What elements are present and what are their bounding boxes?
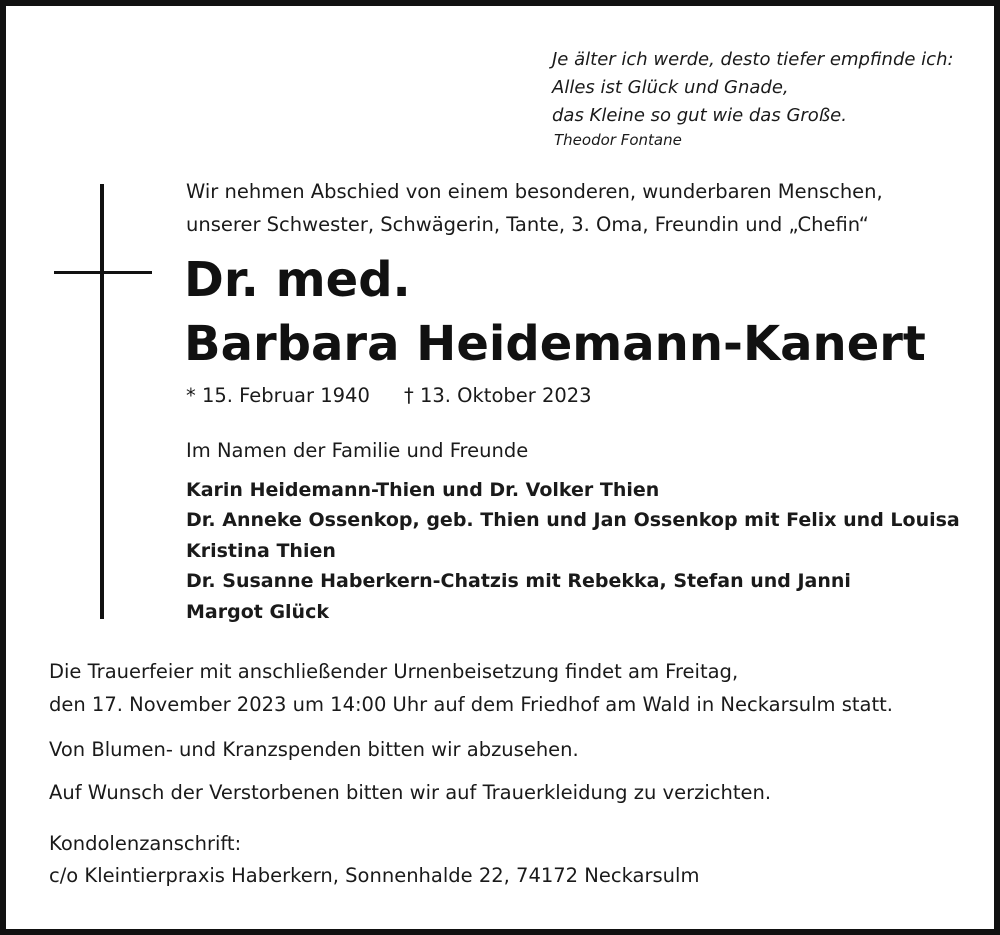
clothing-note: Auf Wunsch der Verstorbenen bitten wir auf Trauerkleidung zu verzichten.	[49, 781, 772, 804]
intro-line-2: unserer Schwester, Schwägerin, Tante, 3. Oma, Freundin und „Chefin“	[186, 213, 869, 236]
ceremony-line-2: den 17. November 2023 um 14:00 Uhr auf dem Friedhof am Wald in Neckarsulm statt.	[49, 693, 893, 716]
quote-author: Theodor Fontane	[554, 131, 682, 149]
mourner-name: Dr. Susanne Haberkern-Chatzis mit Rebekka, Stefan und Janni	[186, 570, 851, 592]
deceased-name: Barbara Heidemann-Kanert	[184, 316, 926, 372]
mourner-name: Karin Heidemann-Thien und Dr. Volker Thien	[186, 479, 660, 501]
condolence-address: c/o Kleintierpraxis Haberkern, Sonnenhalde 22, 74172 Neckarsulm	[49, 864, 700, 887]
birth-date: * 15. Februar 1940	[186, 384, 370, 407]
intro-line-1: Wir nehmen Abschied von einem besonderen, wunderbaren Menschen,	[186, 180, 883, 203]
cross-icon-bar	[54, 271, 152, 274]
mourners-heading: Im Namen der Familie und Freunde	[186, 439, 529, 462]
cross-icon	[100, 184, 104, 619]
mourner-name: Dr. Anneke Ossenkop, geb. Thien und Jan Ossenkop mit Felix und Louisa	[186, 509, 960, 531]
mourner-name: Kristina Thien	[186, 540, 336, 562]
death-date: † 13. Oktober 2023	[404, 384, 592, 407]
quote-line-2: Alles ist Glück und Gnade,	[552, 77, 789, 98]
quote-line-1: Je älter ich werde, desto tiefer empfinde ich:	[552, 49, 954, 70]
deceased-title: Dr. med.	[184, 252, 411, 308]
condolence-label: Kondolenzanschrift:	[49, 832, 242, 855]
ceremony-line-1: Die Trauerfeier mit anschließender Urnenbeisetzung findet am Freitag,	[49, 660, 739, 683]
quote-line-3: das Kleine so gut wie das Große.	[552, 105, 847, 126]
mourner-name: Margot Glück	[186, 601, 329, 623]
flowers-note: Von Blumen- und Kranzspenden bitten wir abzusehen.	[49, 738, 579, 761]
